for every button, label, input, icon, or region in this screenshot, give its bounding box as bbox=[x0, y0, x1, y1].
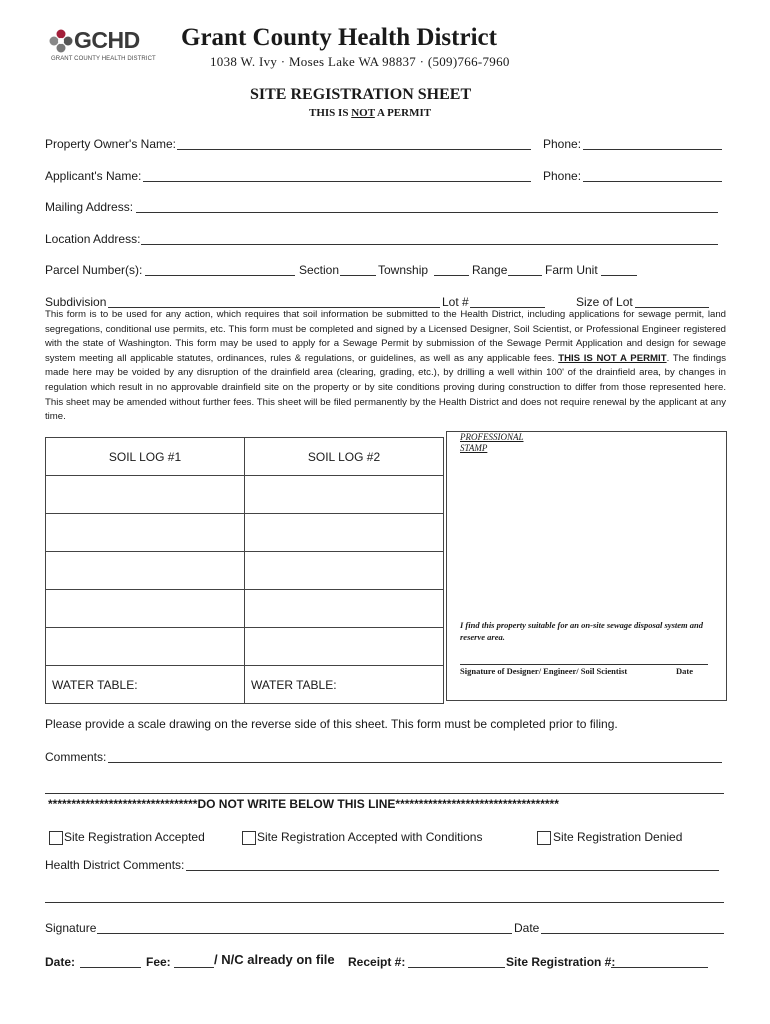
accepted-label: Site Registration Accepted bbox=[64, 830, 205, 844]
date-label: Date bbox=[514, 921, 540, 935]
receipt-label: Receipt #: bbox=[348, 955, 406, 969]
range-field[interactable] bbox=[508, 275, 542, 276]
water-table-row bbox=[46, 666, 444, 704]
parcel-number-label: Parcel Number(s): bbox=[45, 263, 143, 277]
location-address-label: Location Address: bbox=[45, 232, 141, 246]
suitability-statement: I find this property suitable for an on-site sewage disposal system and reserve area. bbox=[460, 620, 703, 642]
accepted-with-conditions-checkbox[interactable] bbox=[242, 831, 256, 845]
site-registration-number-field[interactable] bbox=[611, 967, 708, 968]
comments-field[interactable] bbox=[108, 762, 722, 763]
township-field[interactable] bbox=[434, 275, 469, 276]
township-label: Township bbox=[378, 263, 429, 277]
section-label: Section bbox=[299, 263, 340, 277]
soil-log-2-header: SOIL LOG #2 bbox=[245, 438, 444, 476]
water-table-1-cell[interactable]: WATER TABLE: bbox=[46, 666, 245, 704]
soil-log-cell[interactable] bbox=[46, 628, 245, 666]
owner-phone-label: Phone: bbox=[543, 137, 582, 151]
owner-phone-field[interactable] bbox=[583, 149, 722, 150]
sheet-title: SITE REGISTRATION SHEET bbox=[250, 86, 472, 103]
logo-subtext: GRANT COUNTY HEALTH DISTRICT bbox=[51, 56, 156, 62]
owner-name-field[interactable] bbox=[177, 149, 531, 150]
table-row bbox=[46, 552, 444, 590]
farm-unit-label: Farm Unit bbox=[545, 263, 598, 277]
mailing-address-label: Mailing Address: bbox=[45, 200, 134, 214]
location-address-field[interactable] bbox=[141, 244, 718, 245]
soil-log-cell[interactable] bbox=[46, 476, 245, 514]
range-label: Range bbox=[472, 263, 508, 277]
soil-log-cell[interactable] bbox=[46, 590, 245, 628]
soil-log-header-row bbox=[46, 438, 444, 476]
soil-log-cell[interactable] bbox=[245, 552, 444, 590]
soil-log-1-header: SOIL LOG #1 bbox=[46, 438, 245, 476]
professional-stamp-box bbox=[446, 431, 727, 701]
soil-log-cell[interactable] bbox=[245, 514, 444, 552]
accepted-checkbox[interactable] bbox=[49, 831, 63, 845]
denied-checkbox[interactable] bbox=[537, 831, 551, 845]
health-district-comments-line-2[interactable] bbox=[45, 902, 724, 903]
soil-log-cell[interactable] bbox=[46, 514, 245, 552]
farm-unit-field[interactable] bbox=[601, 275, 637, 276]
soil-log-table bbox=[45, 437, 444, 704]
signature-field[interactable] bbox=[97, 933, 512, 934]
site-registration-number-label: Site Registration #: bbox=[506, 955, 616, 969]
applicant-phone-label: Phone: bbox=[543, 169, 582, 183]
table-row bbox=[46, 514, 444, 552]
signature-label: Signature bbox=[45, 921, 97, 935]
lot-number-label: Lot # bbox=[442, 295, 469, 309]
soil-log-cell[interactable] bbox=[245, 590, 444, 628]
do-not-write-divider: ********************************DO NOT WRITE BELOW THIS LINE*********************************** bbox=[48, 797, 559, 811]
applicant-name-field[interactable] bbox=[143, 181, 531, 182]
comments-field-line-2[interactable] bbox=[45, 793, 724, 794]
denied-label: Site Registration Denied bbox=[553, 830, 683, 844]
size-of-lot-label: Size of Lot bbox=[576, 295, 633, 309]
footer-date-field[interactable] bbox=[80, 967, 141, 968]
table-row bbox=[46, 476, 444, 514]
soil-log-cell[interactable] bbox=[46, 552, 245, 590]
fee-field[interactable] bbox=[174, 967, 214, 968]
footer-date-label: Date: bbox=[45, 955, 76, 969]
gchd-logo bbox=[48, 26, 166, 66]
designer-date-label: Date bbox=[676, 666, 693, 676]
designer-signature-label: Signature of Designer/ Engineer/ Soil Scientist bbox=[460, 666, 628, 676]
accepted-with-conditions-label: Site Registration Accepted with Conditions bbox=[257, 830, 483, 844]
parcel-number-field[interactable] bbox=[145, 275, 295, 276]
logo-text: GCHD bbox=[74, 27, 140, 53]
soil-log-cell[interactable] bbox=[245, 628, 444, 666]
health-district-comments-field[interactable] bbox=[186, 870, 719, 871]
no-charge-note: / N/C already on file bbox=[214, 952, 335, 967]
comments-label: Comments: bbox=[45, 750, 107, 764]
stamp-label: PROFESSIONAL STAMP bbox=[460, 432, 524, 453]
not-permit-subtitle: THIS IS NOT A PERMIT bbox=[309, 107, 432, 119]
applicant-name-label: Applicant's Name: bbox=[45, 169, 142, 183]
designer-signature-field[interactable] bbox=[460, 664, 708, 665]
receipt-field[interactable] bbox=[408, 967, 505, 968]
table-row bbox=[46, 628, 444, 666]
soil-log-cell[interactable] bbox=[245, 476, 444, 514]
health-district-comments-label: Health District Comments: bbox=[45, 858, 185, 872]
applicant-phone-field[interactable] bbox=[583, 181, 722, 182]
organization-title: Grant County Health District bbox=[181, 24, 497, 51]
scale-drawing-note: Please provide a scale drawing on the reverse side of this sheet. This form must be completed prior to filing. bbox=[45, 717, 618, 731]
instructions-paragraph: This form is to be used for any action, which requires that soil information be submitted to the Health District, including applications for sewage permit, land segregations, conditional use permits, etc. This form must be completed and signed by a Licensed Designer, Soil Scientist, or Professional Engineer registered with the state of Washington. This form may be used to apply for a Sewage Permit by submission of the Sewage Permit Application and design for sewage system meeting all applicable statutes, ordinances, rules & regulations, or guidelines, as well as any applicable fees. THIS IS NOT A PERMIT. The findings made here may be voided by any disruption of the drainfield area (clearing, grading, etc.), by drilling a well within 100' of the drainfield area, by changes in regulation which result in no approvable drainfield site on the property or by site conditions proving during construction to differ from those represented here. This sheet may be amended without further fees. This sheet will be filed permanently by the Health District and does not require renewal by the applicant at any time. bbox=[45, 309, 727, 423]
water-table-2-cell[interactable]: WATER TABLE: bbox=[245, 666, 444, 704]
organization-address: 1038 W. Ivy · Moses Lake WA 98837 · (509)766-7960 bbox=[210, 54, 510, 69]
date-field[interactable] bbox=[541, 933, 724, 934]
table-row bbox=[46, 590, 444, 628]
mailing-address-field[interactable] bbox=[136, 212, 718, 213]
fee-label: Fee: bbox=[146, 955, 171, 969]
flower-logo-icon bbox=[48, 28, 74, 54]
section-field[interactable] bbox=[340, 275, 376, 276]
subdivision-label: Subdivision bbox=[45, 295, 107, 309]
owner-name-label: Property Owner's Name: bbox=[45, 137, 176, 151]
